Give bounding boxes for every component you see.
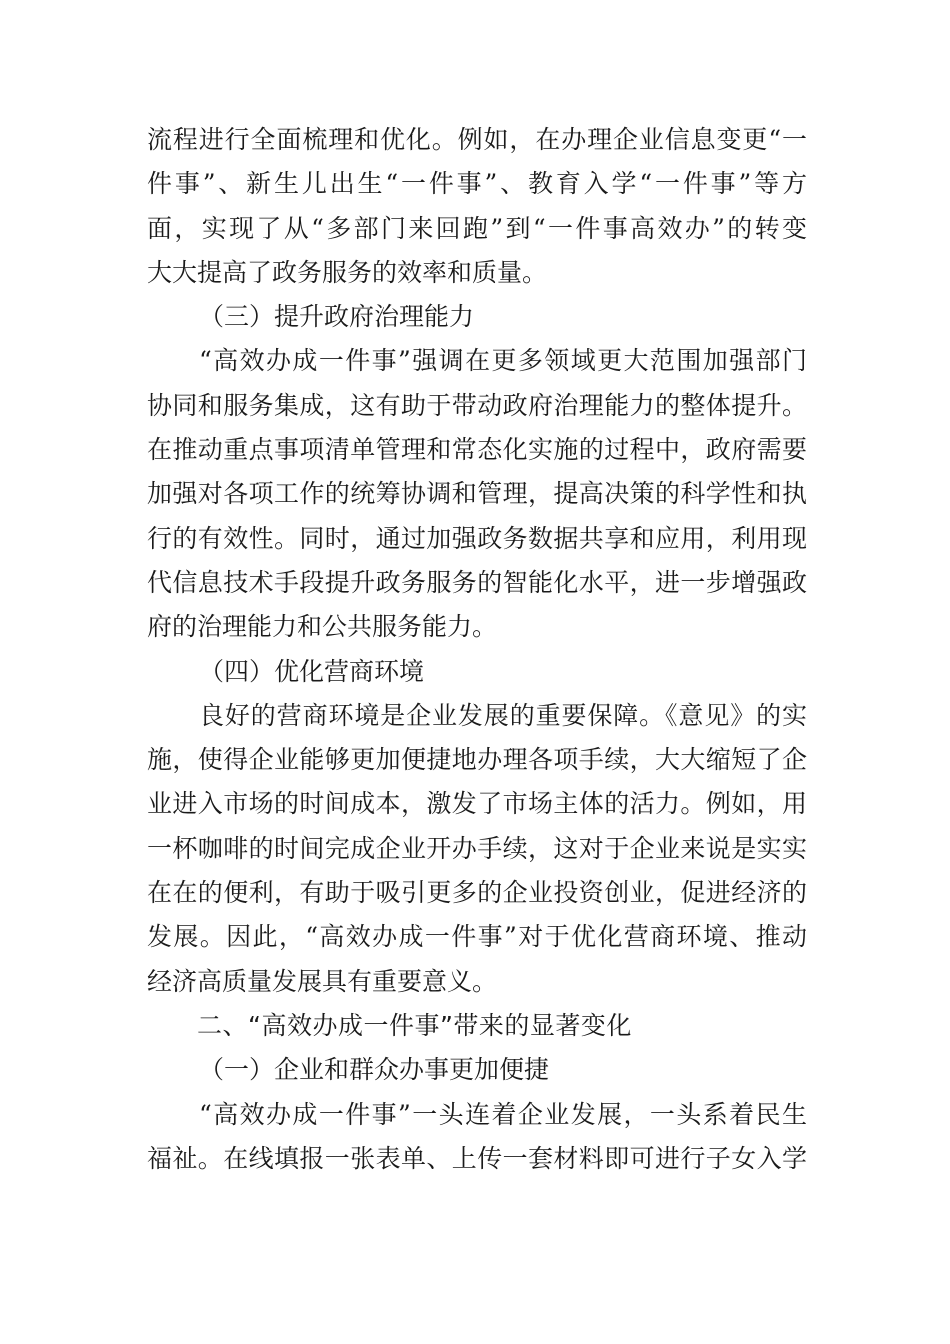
document-body	[147, 118, 807, 1181]
paragraph-line: 件事”、新生儿出生“一件事”、教育入学“一件事”等方	[147, 169, 807, 199]
paragraph-line: 流程进行全面梳理和优化。例如，在办理企业信息变更“一	[147, 125, 807, 154]
paragraph-line: 行的有效性。同时，通过加强政务数据共享和应用，利用现	[147, 523, 807, 553]
paragraph-line: 经济高质量发展具有重要意义。	[147, 966, 498, 996]
paragraph-line: 大大提高了政务服务的效率和质量。	[147, 257, 548, 287]
paragraph-line: 面，实现了从“多部门来回跑”到“一件事高效办”的转变	[147, 213, 808, 243]
paragraph-line: “高效办成一件事”一头连着企业发展，一头系着民生	[199, 1099, 807, 1129]
paragraph-line: 府的治理能力和公共服务能力。	[147, 612, 498, 642]
paragraph-line: “高效办成一件事”强调在更多领域更大范围加强部门	[199, 346, 807, 376]
paragraph-line: 一杯咖啡的时间完成企业开办手续，这对于企业来说是实实	[147, 833, 807, 863]
paragraph-line: 施，使得企业能够更加便捷地办理各项手续，大大缩短了企	[147, 745, 807, 775]
paragraph-line: 代信息技术手段提升政务服务的智能化水平，进一步增强政	[147, 567, 807, 597]
paragraph-line: 在推动重点事项清单管理和常态化实施的过程中，政府需要	[147, 435, 807, 465]
subheading-4: （四）优化营商环境	[199, 656, 425, 686]
subheading-2-1: （一）企业和群众办事更加便捷	[199, 1055, 550, 1085]
paragraph-line: 发展。因此，“高效办成一件事”对于优化营商环境、推动	[147, 922, 807, 952]
section-heading-2: 二、“高效办成一件事”带来的显著变化	[197, 1010, 632, 1040]
paragraph-line: 业进入市场的时间成本，激发了市场主体的活力。例如，用	[147, 789, 807, 819]
paragraph-line: 协同和服务集成，这有助于带动政府治理能力的整体提升。	[147, 390, 807, 420]
paragraph-line: 福祉。在线填报一张表单、上传一套材料即可进行子女入学	[147, 1143, 807, 1173]
subheading-3: （三）提升政府治理能力	[199, 302, 475, 332]
paragraph-line: 良好的营商环境是企业发展的重要保障。《意见》的实	[199, 700, 807, 730]
paragraph-line: 在在的便利，有助于吸引更多的企业投资创业，促进经济的	[147, 878, 807, 908]
paragraph-line: 加强对各项工作的统筹协调和管理，提高决策的科学性和执	[147, 479, 807, 509]
